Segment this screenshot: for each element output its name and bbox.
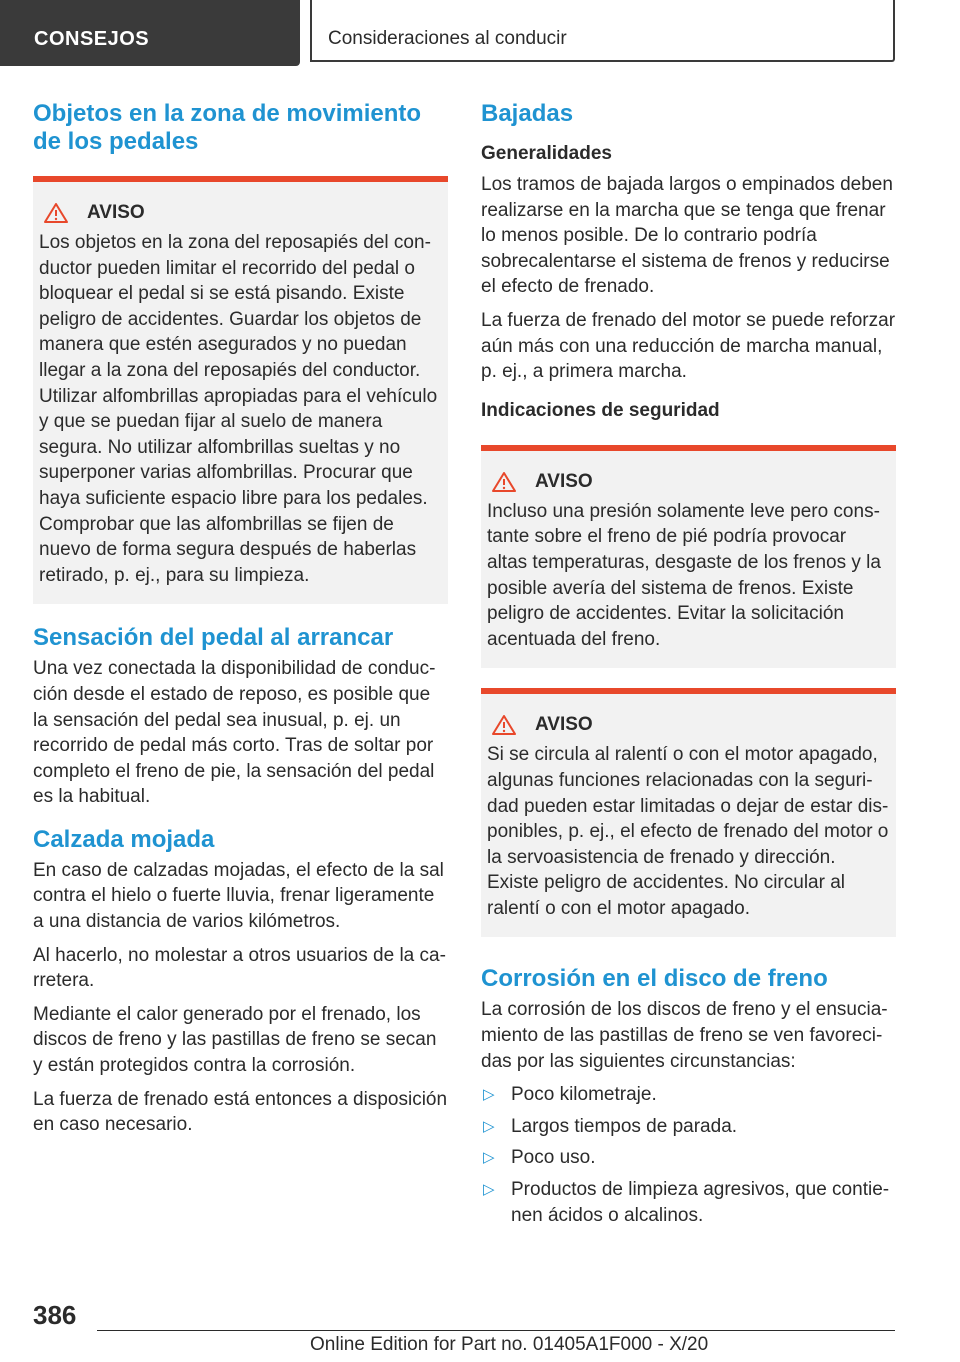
footer-divider [97, 1330, 895, 1331]
warning-box [33, 176, 448, 604]
section-label: CONSEJOS [34, 28, 150, 50]
edition-footer: Online Edition for Part no. 01405A1F000 - X/20 [310, 1334, 709, 1355]
warning-title: AVISO [535, 470, 593, 492]
warning-text: Si se circula al ralentí o con el motor apagado, algunas funciones relacionadas con la seguridad pueden estar limitadas o dejar de estar disponibles, p. ej., el efecto de frenado del motor o la servoasistencia de frenado y dirección. Existe peligro de accidentes. No circular al ralentí o con el motor apagado. [487, 744, 889, 919]
left-column [33, 100, 448, 1146]
list-item: ▷ Productos de limpieza agresivos, que contienen ácidos o alcalinos. [481, 1177, 896, 1228]
list-item: ▷ Poco uso. [481, 1145, 896, 1171]
subheading-generalidades: Generalidades [481, 143, 612, 164]
warning-box [481, 688, 896, 937]
warning-title: AVISO [87, 202, 145, 223]
triangle-bullet-icon: ▷ [483, 1117, 495, 1135]
heading-pedales: Objetos en la zona de movimiento de los pedales [33, 100, 422, 155]
paragraph: En caso de calzadas mojadas, el efecto de la sal contra el hielo o fuerte lluvia, frenar ligeramente a una distancia de varios kilómetros. [33, 859, 444, 933]
warning-icon [491, 714, 517, 736]
page-number: 386 [33, 1300, 77, 1330]
paragraph: Una vez conectada la disponibilidad de conducción desde el estado de reposo, es posible que la sensación del pedal sea inusual, p. ej. un recorrido de pedal más corto. Tras de soltar por completo el freno de pie, la sensación del pedal es la habitual. [33, 658, 436, 808]
triangle-bullet-icon: ▷ [483, 1181, 495, 1199]
triangle-bullet-icon: ▷ [483, 1149, 495, 1167]
warning-icon [491, 471, 517, 493]
list-item: ▷ Poco kilometraje. [481, 1082, 896, 1108]
warning-text: Los objetos en la zona del reposapiés del conductor pueden limitar el recorrido del pedal o bloquear el pedal si se está pisando. Existe peligro de accidentes. Guardar los objetos de manera que estén asegurados y no puedan llegar a la zona del reposapiés del conductor. Utilizar alfombrillas apropiadas para el vehículo y que se puedan fijar al suelo de manera segura. No utilizar alfombrillas sueltas y no superponer varias alfombrillas. Procurar que haya suficiente espacio libre para los pedales. Comprobar que las alfombrillas se fijen de nuevo de forma segura después de haberlas retirado, p. ej., para su limpieza. [39, 232, 438, 586]
warning-icon [43, 202, 69, 224]
paragraph: Los tramos de bajada largos o empinados deben realizarse en la marcha que se tenga que frenar lo menos posible. De lo contrario podría sobrecalentarse el sistema de frenos y reducirse el efecto de frenado. [481, 174, 893, 298]
bullet-list [481, 1082, 896, 1228]
paragraph: La fuerza de frenado del motor se puede reforzar aún más con una reducción de marcha manual, p. ej., a primera marcha. [481, 309, 896, 383]
heading-bajadas: Bajadas [481, 100, 574, 127]
warning-title: AVISO [535, 714, 593, 736]
heading-calzada: Calzada mojada [33, 825, 215, 853]
warning-box [481, 445, 896, 669]
paragraph: Al hacerlo, no molestar a otros usuarios de la carretera. [33, 944, 446, 992]
warning-text: Incluso una presión solamente leve pero constante sobre el freno de pié podría provocar altas temperaturas, desgaste de los frenos y la posible avería del sistema de frenos. Existe peligro de accidentes. Evitar la solicitación acentuada del freno. [487, 500, 881, 650]
heading-sensacion: Sensación del pedal al arrancar [33, 624, 394, 652]
paragraph: La corrosión de los discos de freno y el ensuciamiento de las pastillas de freno se ven favorecidas por las siguientes circunstancias: [481, 999, 888, 1072]
heading-corrosion: Corrosión en el disco de freno [481, 965, 828, 993]
chapter-tab [310, 0, 895, 62]
subheading-seguridad: Indicaciones de seguridad [481, 399, 720, 421]
paragraph: La fuerza de frenado está entonces a disposición en caso necesario. [33, 1088, 448, 1136]
right-column [481, 100, 896, 1234]
paragraph: Mediante el calor generado por el frenado, los discos de freno y las pastillas de freno se secan y están protegidos contra la corrosión. [33, 1003, 437, 1077]
section-tab [0, 0, 300, 66]
list-item: ▷ Largos tiempos de parada. [481, 1114, 896, 1140]
chapter-label: Consideraciones al conducir [328, 28, 567, 49]
triangle-bullet-icon: ▷ [483, 1086, 495, 1104]
